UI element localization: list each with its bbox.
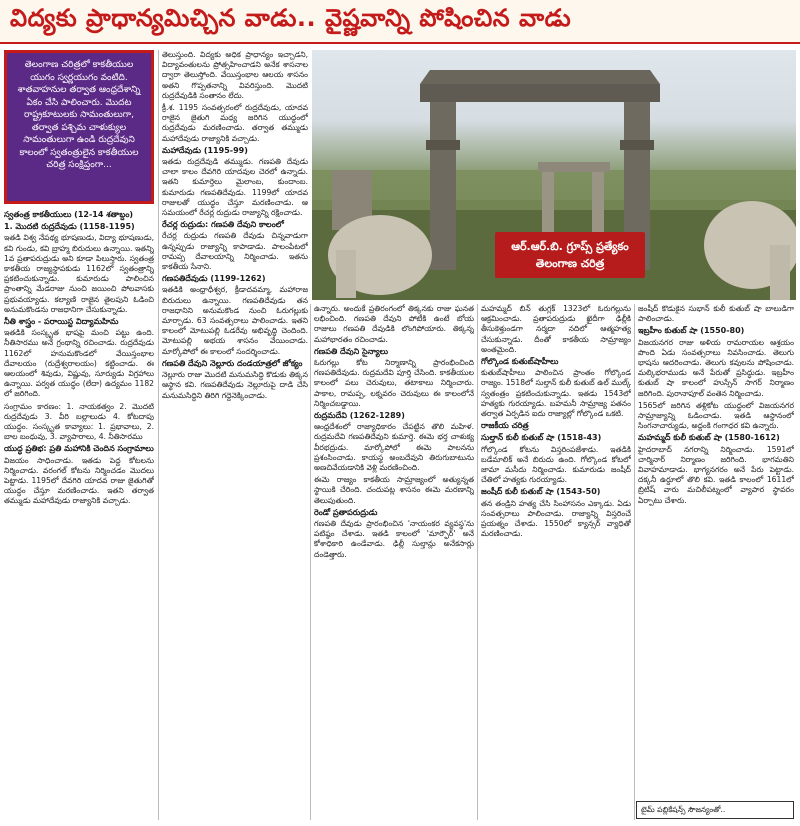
col5-para-1: జంషీద్ కొడుకైన సుభాన్ కులీ కుతుబ్ షా బాలుడిగా పాలించాడు. — [638, 304, 794, 324]
headline-title: విద్యకు ప్రాధాన్యమిచ్చిన వాడు.. వైష్ణవాన్ని పోషించిన వాడు — [10, 4, 572, 32]
col2-para-4: రేచర్ల రుద్రుడు గణపతి దేవుడు చిన్నవాడుగా ఉన్నప్పుడు రాజ్యాన్ని కాపాడాడు. పాలంపేటలో రామప్ప దేవాలయాన్ని నిర్మించాడు. ఇతను కాకతీయ సేనాని. — [162, 231, 308, 272]
col5-heading-2: మహమ్మద్ కులీ కుతుబ్ షా (1580-1612) — [638, 433, 780, 443]
publication-credit — [636, 801, 794, 819]
col4-heading-2: రాజకీయ చరిత్ర — [481, 421, 529, 431]
intro-box — [4, 50, 154, 204]
col1-heading-1: స్వతంత్ర కాకతీయులు (12-14 శతాబ్దం) — [4, 210, 134, 219]
column-5 — [638, 304, 794, 796]
pillar-left — [430, 100, 456, 270]
elephant-left-leg — [336, 250, 356, 298]
col3-heading-3: రెండో ప్రతాపరుద్రుడు — [314, 507, 378, 517]
col3-para-5: గణపతి దేవుడు ప్రారంభించిన 'నాయంకర వ్యవస్థ'ను పటిష్ఠం చేశాడు. ఇతడి కాలంలో 'మార్ఫౌర్' అనే కోశాధికారి ఉండేవాడు. ఢిల్లీ సుల్తాన్లు అనేకసార్లు దండెత్తారు. — [314, 519, 474, 559]
col3-heading-1: గణపతి దేవుని సైన్యాలు — [314, 346, 389, 356]
col5-para-2: విజయనగర రాజు అళియ రామరాయల ఆశ్రయం పొంది ఏడు సంవత్సరాలు నివసించాడు. తెలుగు భాషను ఆదరించాడు. తెలుగు కవులను పోషించాడు. మల్కిభరాముడు అనే పేరుతో ప్రసిద్ధుడు. ఇబ్రహీం కుతుబ్ షా కాలంలో హుస్సేన్ సాగర్ నిర్మాణం జరిగింది. పురానాపూల్ వంతెన నిర్మించాడు. — [638, 337, 794, 398]
col1-heading-4: యుద్ధ ప్రతిభ: ప్రతి మహానికి చెందిన సంగ్రామాలు — [4, 444, 154, 454]
main-lintel — [420, 84, 660, 102]
col4-para-3: గోల్కొండ కోటను విస్తరింపజేశాడు. ఇతడికి బడేమాలిక్ అనే బిరుదు ఉంది. గోల్కొండ కోటలో జామా మసీదు నిర్మించాడు. కుమారుడు జంషీద్ చేతిలో హత్యకు గురయ్యాడు. — [481, 444, 631, 485]
lintel-back — [538, 162, 610, 172]
col4-heading-1: గోల్కొండ కుతుబ్‌షాహీలు — [481, 357, 559, 367]
col2-heading-2: రేచర్ల రుద్రుడు: గణపతి దేవుని కాలంలో — [162, 220, 284, 230]
column-2 — [162, 50, 308, 820]
col3-para-1: ఉన్నారు. అందుకే ప్రతిరంగంలో తిక్కనకు రాజు ఘనత లభించింది. గణపతి దేవుని పోటీకి ఉంటే బోయ రాజులు గణపతి దేవుడికి లొంగిపోయారు. తిక్కన్న మహాభారతం రచించాడు. — [314, 304, 474, 344]
col2-heading-4: గణపతి దేవుని నెల్లూరు దండయాత్రలో జోక్యం — [162, 358, 303, 368]
col4-para-4: తన తండ్రిని హత్య చేసి సింహాసనం ఎక్కాడు. ఏడు సంవత్సరాలు పాలించాడు. రాజ్యాన్ని విస్తరించే ప్రయత్నం చేశాడు. 1550లో క్యాన్సర్ వ్యాధితో మరణించాడు. — [481, 498, 631, 539]
col1-para-2: ఇతడికి సంస్కృత భాషపై మంచి పట్టు ఉంది. నీతిసారము అనే గ్రంథాన్ని రచించాడు. రుద్రదేవుడు 1162లో హనుమకొండలో వేయిస్తంభాల దేవాలయం (రుద్రేశ్వరాలయం) కట్టించాడు. ఈ ఆలయంలో శివుడు, విష్ణువు, సూర్యుడు విగ్రహాలు ఉన్నాయి. పర్వత యుద్ధం (లేదా) ఉద్యమం 1182 లో జరిగింది. — [4, 328, 154, 399]
intro-text: తెలంగాణ చరిత్రలో కాకతీయుల యుగం స్వర్ణయుగం వంటిది. శాతవాహనుల తర్వాత ఆంధ్రదేశాన్ని ఏకం చేసి పాలించారు. మొదట రాష్ట్రకూటులకు సామంతులుగా, తర్వాత పశ్చిమ చాళుక్యుల సామంతులుగా ఉండి రుద్రదేవుని కాలంలో స్వతంత్రులైన కాకతీయుల చరిత్ర సంక్షిప్తంగా... — [17, 60, 141, 170]
col2-para-3: ఇతడు రుద్రదేవుడి తమ్ముడు. గణపతి దేవుడు చాలా కాలం దేవగిరి యాదవుల చెరలో ఉన్నాడు. ఇతని కుమార్తెలు మైలాంబ, కుందాంబ. కుమారుడు గణపతిదేవుడు. 1199లో యాదవ రాజులతో యుద్ధం చేస్తూ మరణించాడు. ఆ సమయంలో రేచర్ల రుద్రుడు రాజ్యాన్ని రక్షించాడు. — [162, 157, 308, 218]
column-divider-3 — [477, 304, 478, 820]
col5-para-3: 1565లో జరిగిన తళ్లికోట యుద్ధంలో విజయనగర సామ్రాజ్యాన్ని ఓడించాడు. ఇతడి ఆస్థానంలో సింగనాచార్యుడు, అద్దంకి గంగాధర కవి ఉన్నారు. — [638, 400, 794, 431]
pillar-band-left — [426, 140, 460, 150]
col4-para-2: కుతుబ్‌షాహీలు పాలించిన ప్రాంతం గోల్కొండ రాజ్యం. 1518లో సుల్తాన్ కులీ కుతుబ్ ఉల్ ముల్క్ స్వతంత్రం ప్రకటించుకున్నాడు. ఇతడు 1543లో హత్యకు గురయ్యాడు. బహమనీ సామ్రాజ్య పతనం తర్వాత ఏర్పడిన ఐదు రాజ్యాల్లో గోల్కొండ ఒకటి. — [481, 368, 631, 419]
col1-heading-3: నీతి శాస్త్రం - పరాయిస్ట విద్యామహిమ — [4, 317, 119, 327]
col1-heading-2: 1. మొదటి రుద్రదేవుడు (1158-1195) — [4, 222, 135, 232]
col4-para-1: మహమ్మద్ బిన్ తుగ్లక్ 1323లో ఓరుగల్లును ఆక్రమించాడు. ప్రతాపరుద్రుడు ఖైదీగా ఢిల్లీకి తీసుకెళ్తుండగా నర్మదా నదిలో ఆత్మహత్య చేసుకున్నాడు. దీంతో కాకతీయ సామ్రాజ్యం అంతమైంది. — [481, 304, 631, 354]
publication-credit-text: టైమ్ పబ్లికేషన్స్ సౌజన్యంతో.. — [641, 805, 726, 814]
elephant-right-leg — [770, 245, 790, 300]
col3-heading-2: రుద్రమదేవి (1262-1289) — [314, 411, 405, 421]
lintel-crest — [420, 70, 660, 84]
col3-para-3: ఆంధ్రదేశంలో రాజ్యాధికారం చేపట్టిన తొలి మహిళ. రుద్రమదేవి గణపతిదేవుని కుమార్తె. ఈమె భర్త చాళుక్య వీరభద్రుడు. మార్కోపోలో ఈమె పాలనను ప్రశంసించాడు. కాయస్థ అంబదేవుని తిరుగుబాటును అణచివేయడానికి వెళ్లి మరణించింది. — [314, 422, 474, 473]
col3-para-4: ఈమె రాజ్యం కాకతీయ సామ్రాజ్యంలో అత్యున్నత స్థాయికి చేరింది. చందుపట్ల శాసనం ఈమె మరణాన్ని తెలుపుతుంది. — [314, 475, 474, 505]
column-divider-1 — [158, 50, 159, 820]
col2-para-6: నెల్లూరు రాజు మొదటి మనుమసిద్ధి కొడుకు తిక్కన ఆస్థాన కవి. గణపతిదేవుడు నెల్లూరుపై దాడి చేసి మనుమసిద్ధిని తిరిగి గద్దెనెక్కించాడు. — [162, 370, 308, 400]
col2-para-2: క్రీ.శ. 1195 సంవత్సరంలో రుద్రదేవుడు, యాదవ రాజైన జైతుగి మధ్య జరిగిన యుద్ధంలో రుద్రదేవుడు మరణించాడు. తర్వాత తమ్ముడు మహాదేవుడు రాజ్యానికి వచ్చాడు. — [162, 103, 308, 143]
col2-para-1: తెలుస్తుంది. విద్యకు అధిక ప్రాధాన్యం ఇచ్చాడని, విద్యావంతులను ప్రోత్సహించాడని అనేక శాసనాల ద్వారా తెలుస్తోంది. వేయిస్తంభాల ఆలయ శాసనం అతని గొప్పతనాన్ని వివరిస్తుంది. మొదటి రుద్రదేవుడికి సంతానం లేదు. — [162, 50, 308, 100]
col2-para-5: ఇతడికి అంధ్రాధీశ్వర, క్రీడాదవమ్మా, మహారాజ బిరుదులు ఉన్నాయి. గణపతిదేవుడు తన రాజధానిని అనుమకొండ నుంచి ఓరుగల్లుకు మార్చాడు. 63 సంవత్సరాలు పాలించాడు. ఇతని కాలంలో మోటుపల్లి ఓడరేవు అభివృద్ధి చెందింది. మోటుపల్లి అభయ శాసనం వేయించాడు. మార్కోపోలో ఈ కాలంలో సందర్శించాడు. — [162, 285, 308, 356]
col4-heading-3: సుల్తాన్ కులీ కుతుబ్ షా (1518-43) — [481, 433, 602, 443]
badge-line-2: తెలంగాణ చరిత్ర — [535, 257, 605, 270]
badge-line-1: ఆర్.ఆర్.బి. గ్రూప్స్ ప్రత్యేకం — [511, 240, 629, 253]
special-badge — [495, 232, 645, 278]
col2-heading-1: మహాదేవుడు (1195-99) — [162, 145, 248, 155]
col5-para-4: హైదరాబాద్ నగరాన్ని నిర్మించాడు. 1591లో చార్మినార్ నిర్మాణం జరిగింది. భాగమతిని వివాహమాడాడు. భాగ్యనగరం అనే పేరు పెట్టాడు. దక్కనీ ఉర్దూలో తొలి కవి. ఇతడి కాలంలో 1611లో బ్రిటిష్ వారు మచిలీపట్నంలో వ్యాపార స్థావరం ఏర్పాటు చేశారు. — [638, 444, 794, 505]
col2-heading-3: గణపతిదేవుడు (1199-1262) — [162, 274, 266, 284]
column-divider-4 — [634, 304, 635, 820]
col5-heading-1: ఇబ్రహీం కుతుబ్ షా (1550-80) — [638, 326, 745, 336]
pillar-band-right — [620, 140, 654, 150]
col1-para-1: ఇతడి విశ్వ నేపథ్య భూషణుడు, విద్యా భూషణుడు, కవి గుండు, కవి బ్రాహ్మ బిరుదులు ఉన్నాయి. ఇతన్ని 1వ ప్రతాపరుద్రుడు అని కూడా పిలుస్తారు. స్వతంత్ర కాకతీయ రాజ్యస్థాపకుడు 1162లో స్వతంత్రాన్ని ప్రకటించుకున్నాడు. కుమారుడు పాలించిన ప్రాంతాన్ని మేడరాజు నుంచి జయించి పోలవాసకు ప్రభువయ్యాడు. కల్యాణి రాజైన తైలపుని ఓడించి అనుమకొండను రాజధానిగా చేసుకున్నాడు. — [4, 233, 154, 314]
col4-heading-4: జంషీద్ కులీ కుతుబ్ షా (1543-50) — [481, 487, 601, 497]
headline-banner — [0, 0, 800, 44]
column-4 — [481, 304, 631, 820]
col1-para-3: సంగ్రామం కారణం: 1. నాయకత్వం 2. మొదటి రుద్రదేవుడు 3. వీరి బల్లాలుడు 4. కోటదాపు యుద్ధం. సంస్కృత కావ్యాలు: 1. ప్రభావాలు, 2. బాల బంధువు, 3. వ్యాపారాలు, 4. నీతిసారము — [4, 401, 154, 442]
column-1 — [4, 208, 154, 820]
col1-para-4: విజయం సాధించాడు. ఇతడు పెద్ద కోటలను నిర్మించాడు. వరంగల్ కోటను నిర్మించడం మొదలు పెట్టాడు. 1195లో దేవగిరి యాదవ రాజు జైతుగితో యుద్ధం చేస్తూ మరణించాడు. ఇతని తర్వాత తమ్ముడు మహాదేవుడు రాజ్యానికి వచ్చాడు. — [4, 455, 154, 506]
column-3 — [314, 304, 474, 820]
column-divider-2 — [310, 304, 311, 820]
col3-para-2: ఓరుగల్లు కోట నిర్మాణాన్ని ప్రారంభించింది గణపతిదేవుడు. రుద్రమదేవి పూర్తి చేసింది. కాకతీయుల కాలంలో పలు చెరువులు, తటాకాలు నిర్మించారు. పాకాల, రామప్ప, లక్నవరం చెరువులు ఈ కాలంలోనే నిర్మించబడ్డాయి. — [314, 358, 474, 408]
